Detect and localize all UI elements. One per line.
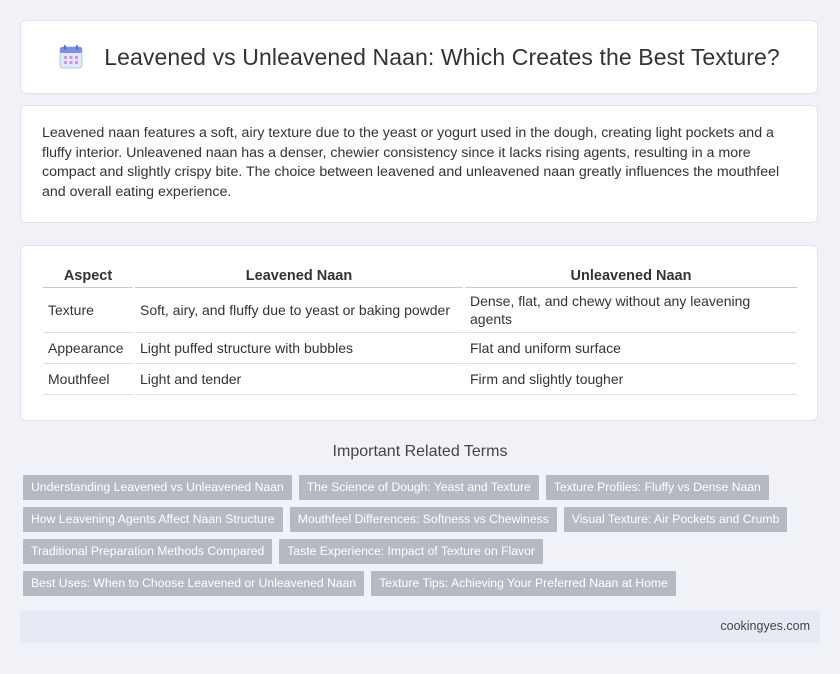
site-credit[interactable]: cookingyes.com <box>720 619 810 633</box>
tag-row <box>23 507 823 532</box>
calendar-icon <box>58 44 84 70</box>
related-term-tag[interactable]: Texture Profiles: Fluffy vs Dense Naan <box>546 475 769 500</box>
related-term-tag[interactable]: Understanding Leavened vs Unleavened Naan <box>23 475 292 500</box>
related-term-tag[interactable]: Best Uses: When to Choose Leavened or Unleavened Naan <box>23 571 364 596</box>
header-unleavened: Unleavened Naan <box>465 264 797 288</box>
tag-row <box>23 475 823 500</box>
header-aspect: Aspect <box>43 264 133 288</box>
table-cell: Firm and slightly tougher <box>465 364 797 395</box>
footer-bar <box>20 610 820 643</box>
header-leavened: Leavened Naan <box>135 264 463 288</box>
header-card <box>20 20 818 94</box>
related-term-tag[interactable]: The Science of Dough: Yeast and Texture <box>299 475 539 500</box>
intro-card <box>20 105 818 223</box>
table-cell: Light puffed structure with bubbles <box>135 333 463 364</box>
intro-paragraph: Leavened naan features a soft, airy texture due to the yeast or yogurt used in the dough, creating light pockets and a fluffy interior. Unleavened naan has a denser, chewier consistency since it lacks rising agents, resulting in a more compact and slightly crispy bite. The choice between leavened and unleavened naan greatly influences the mouthfeel and overall eating experience. <box>42 125 780 200</box>
table-row <box>43 288 797 333</box>
related-term-tag[interactable]: Texture Tips: Achieving Your Preferred Naan at Home <box>371 571 676 596</box>
related-term-tag[interactable]: Taste Experience: Impact of Texture on Flavor <box>279 539 543 564</box>
related-term-tag[interactable]: Traditional Preparation Methods Compared <box>23 539 272 564</box>
related-term-tag[interactable]: Visual Texture: Air Pockets and Crumb <box>564 507 788 532</box>
related-term-tag[interactable]: How Leavening Agents Affect Naan Structure <box>23 507 283 532</box>
tag-row <box>23 539 823 564</box>
page-title: Leavened vs Unleavened Naan: Which Creates the Best Texture? <box>104 43 780 70</box>
table-header-row <box>43 264 797 288</box>
comparison-card <box>20 245 818 421</box>
table-cell: Appearance <box>43 333 133 364</box>
comparison-table <box>41 264 799 395</box>
table-cell: Flat and uniform surface <box>465 333 797 364</box>
table-cell: Light and tender <box>135 364 463 395</box>
tag-row <box>23 571 823 596</box>
related-term-tag[interactable]: Mouthfeel Differences: Softness vs Chewiness <box>290 507 557 532</box>
table-cell: Soft, airy, and fluffy due to yeast or baking powder <box>135 288 463 333</box>
table-cell: Mouthfeel <box>43 364 133 395</box>
related-terms-list <box>23 475 823 603</box>
related-terms-heading: Important Related Terms <box>332 443 508 460</box>
table-cell: Texture <box>43 288 133 333</box>
table-row <box>43 333 797 364</box>
table-row <box>43 364 797 395</box>
table-cell: Dense, flat, and chewy without any leavening agents <box>465 288 797 333</box>
